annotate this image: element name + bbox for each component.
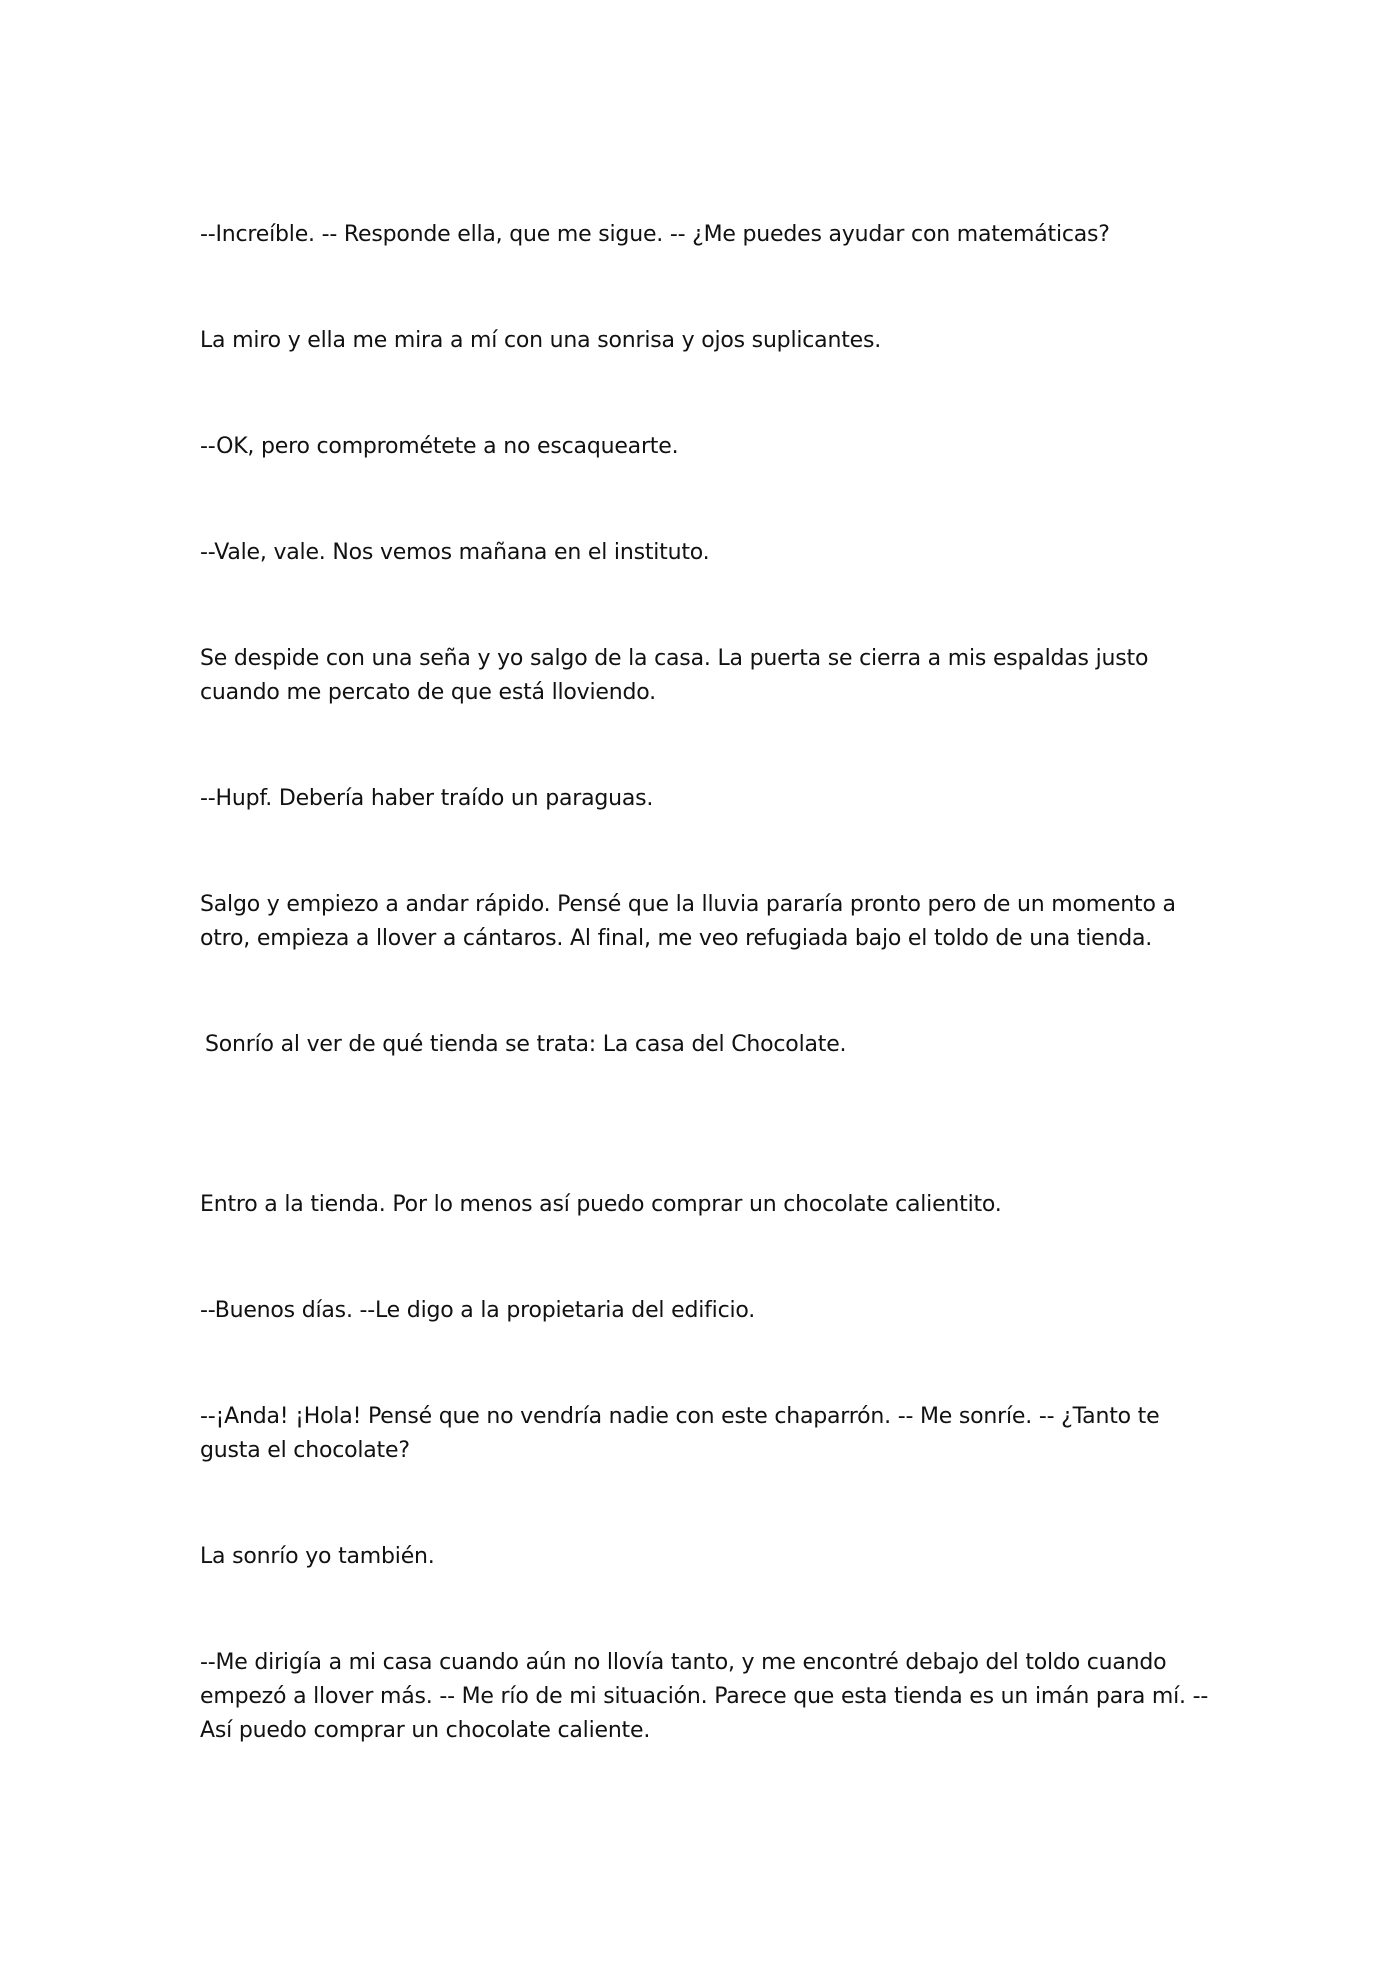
paragraph-2: La miro y ella me mira a mí con una sonrisa y ojos suplicantes. xyxy=(200,328,882,353)
paragraph-7: Salgo y empiezo a andar rápido. Pensé que la lluvia pararía pronto pero de un momento a otro, empieza a llover a cántaros. Al final, me veo refugiada bajo el toldo de una tienda. xyxy=(200,892,1176,951)
paragraph-13: --Me dirigía a mi casa cuando aún no llovía tanto, y me encontré debajo del toldo cuando empezó a llover más. -- Me río de mi situación. Parece que esta tienda es un imán para mí. -- Así puedo comprar un chocolate caliente. xyxy=(200,1650,1209,1743)
paragraph-8: Sonrío al ver de qué tienda se trata: La casa del Chocolate. xyxy=(205,1032,847,1057)
paragraph-11: --¡Anda! ¡Hola! Pensé que no vendría nadie con este chaparrón. -- Me sonríe. -- ¿Tanto te gusta el chocolate? xyxy=(200,1404,1160,1463)
paragraph-4: --Vale, vale. Nos vemos mañana en el instituto. xyxy=(200,540,710,565)
paragraph-3: --OK, pero comprométete a no escaquearte. xyxy=(200,434,679,459)
paragraph-9: Entro a la tienda. Por lo menos así puedo comprar un chocolate calientito. xyxy=(200,1192,1002,1217)
paragraph-10: --Buenos días. --Le digo a la propietaria del edificio. xyxy=(200,1298,756,1323)
paragraph-1: --Increíble. -- Responde ella, que me sigue. -- ¿Me puedes ayudar con matemáticas? xyxy=(200,222,1110,247)
paragraph-12: La sonrío yo también. xyxy=(200,1544,435,1569)
paragraph-6: --Hupf. Debería haber traído un paraguas. xyxy=(200,786,654,811)
paragraph-5: Se despide con una seña y yo salgo de la casa. La puerta se cierra a mis espaldas justo cuando me percato de que está lloviendo. xyxy=(200,646,1149,705)
